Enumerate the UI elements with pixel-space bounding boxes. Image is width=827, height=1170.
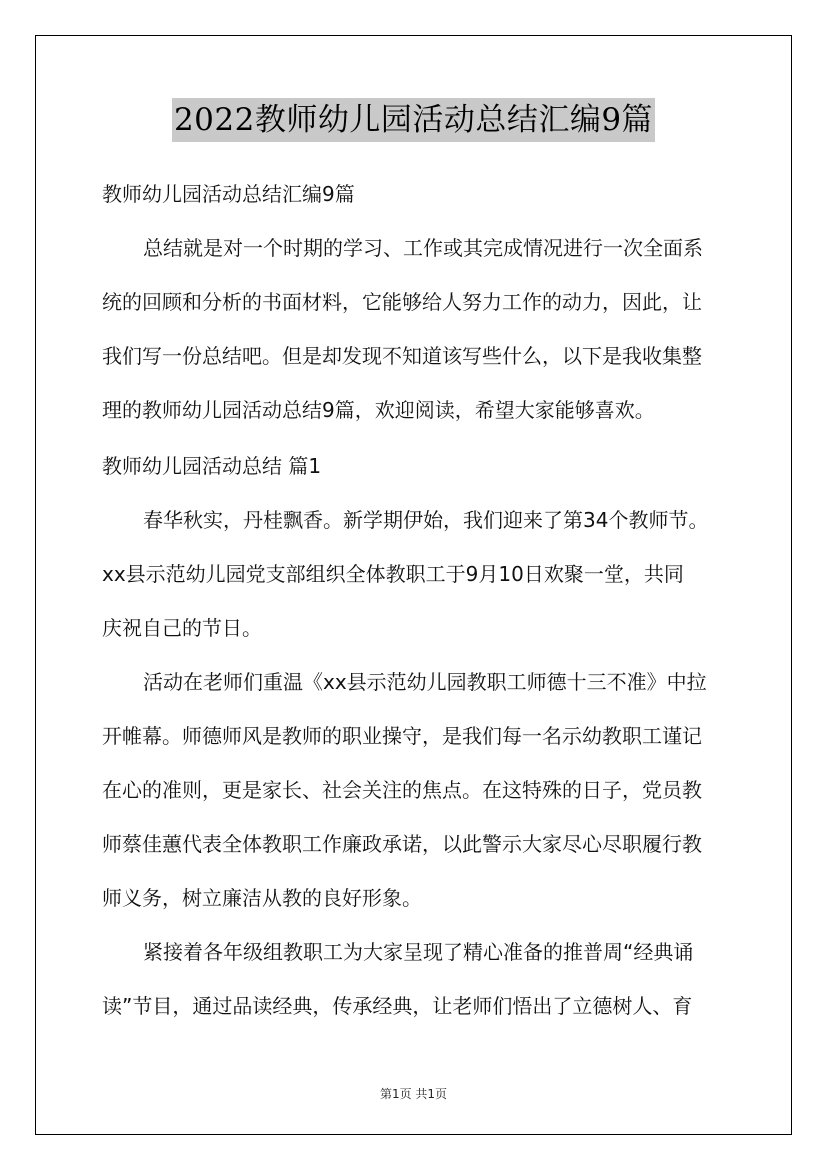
document-title: 2022教师幼儿园活动总结汇编9篇 — [172, 98, 655, 142]
paragraph-line: 师义务，树立廉洁从教的良好形象。 — [102, 886, 422, 910]
section-heading: 教师幼儿园活动总结 篇1 — [102, 454, 322, 478]
paragraph-line: 开帷幕。师德师风是教师的职业操守，是我们每一名示幼教职工谨记 — [102, 724, 702, 748]
paragraph-line: 庆祝自己的节日。 — [102, 616, 262, 640]
page-footer: 第1页 共1页 — [379, 1087, 448, 1101]
paragraph-line: 活动在老师们重温《xx县示范幼儿园教职工师德十三不准》中拉 — [143, 670, 707, 694]
paragraph-line: 师蔡佳蕙代表全体教职工作廉政承诺，以此警示大家尽心尽职履行教 — [102, 832, 702, 856]
paragraph-line: 读”节目，通过品读经典，传承经典，让老师们悟出了立德树人、育 — [102, 994, 693, 1018]
paragraph-line: 在心的准则，更是家长、社会关注的焦点。在这特殊的日子，党员教 — [102, 778, 702, 802]
paragraph-line: 我们写一份总结吧。但是却发现不知道该写些什么，以下是我收集整 — [102, 344, 702, 368]
subtitle-line: 教师幼儿园活动总结汇编9篇 — [102, 182, 355, 206]
paragraph-line: 理的教师幼儿园活动总结9篇，欢迎阅读，希望大家能够喜欢。 — [102, 398, 655, 422]
title-wrap — [0, 98, 827, 142]
paragraph-line: 紧接着各年级组教职工为大家呈现了精心准备的推普周“经典诵 — [143, 940, 694, 964]
paragraph-line: 总结就是对一个时期的学习、工作或其完成情况进行一次全面系 — [143, 236, 703, 260]
paragraph-line: 春华秋实，丹桂飘香。新学期伊始，我们迎来了第34个教师节。 — [143, 508, 709, 532]
paragraph-line: 统的回顾和分析的书面材料，它能够给人努力工作的动力，因此，让 — [102, 290, 702, 314]
paragraph-line: xx县示范幼儿园党支部组织全体教职工于9月10日欢聚一堂，共同 — [102, 562, 684, 586]
